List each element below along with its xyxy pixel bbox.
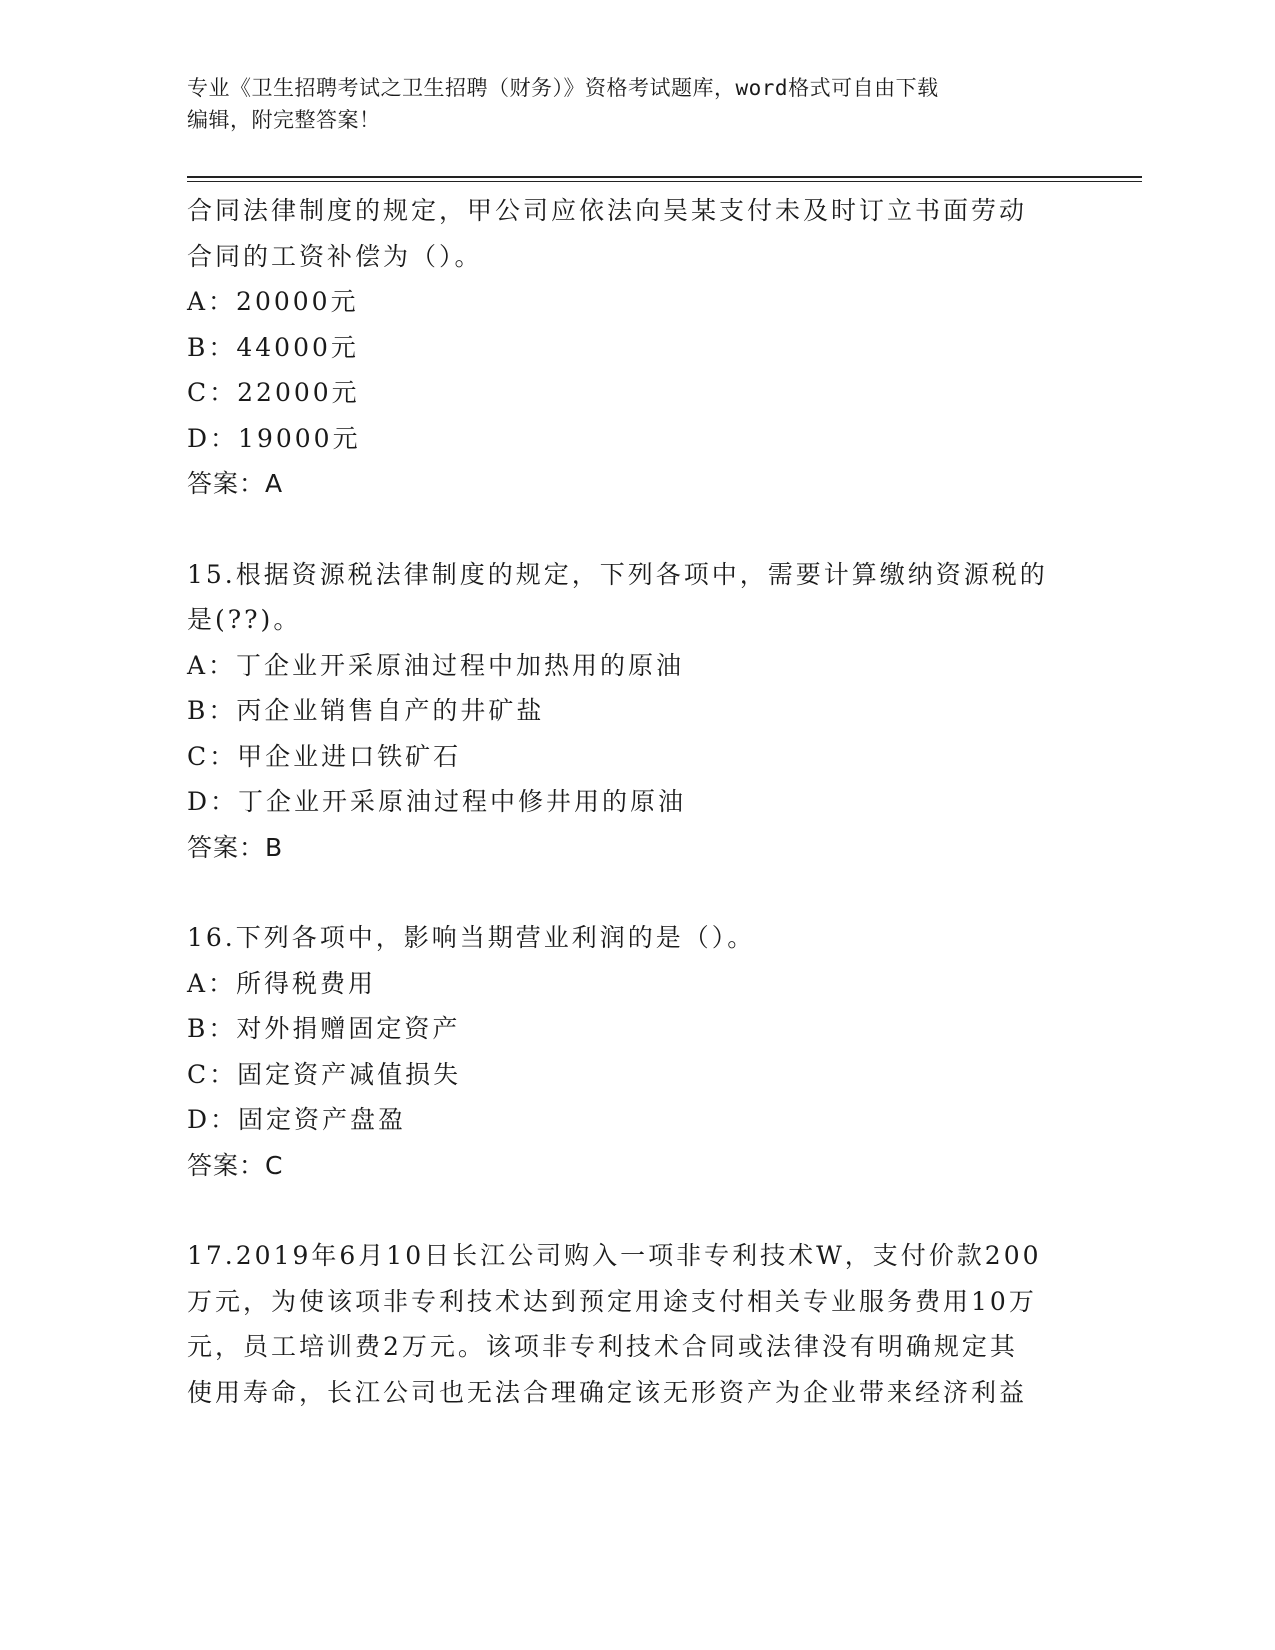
option-c: C：甲企业进口铁矿石 bbox=[187, 741, 462, 771]
question-stem-line: 万元，为使该项非专利技术达到预定用途支付相关专业服务费用10万 bbox=[187, 1286, 1037, 1316]
question-list bbox=[187, 188, 1087, 1415]
question-stem-line: 15.根据资源税法律制度的规定，下列各项中，需要计算缴纳资源税的 bbox=[187, 559, 1048, 589]
document-header bbox=[187, 72, 1087, 136]
question-14 bbox=[187, 188, 1087, 507]
header-rule-thin bbox=[187, 181, 1142, 182]
option-d: D：19000元 bbox=[187, 423, 361, 453]
option-d: D：固定资产盘盈 bbox=[187, 1105, 407, 1134]
question-stem-line: 使用寿命，长江公司也无法合理确定该无形资产为企业带来经济利益 bbox=[187, 1377, 1028, 1407]
option-c: C：固定资产减值损失 bbox=[187, 1059, 462, 1089]
header-rule-thick bbox=[187, 176, 1142, 178]
option-a: A：所得税费用 bbox=[187, 968, 377, 998]
option-c: C：22000元 bbox=[187, 378, 360, 407]
question-stem-line: 元，员工培训费2万元。该项非专利技术合同或法律没有明确规定其 bbox=[187, 1332, 1018, 1361]
option-d: D：丁企业开采原油过程中修井用的原油 bbox=[187, 787, 687, 816]
option-b: B：44000元 bbox=[187, 332, 359, 362]
answer: 答案：B bbox=[187, 832, 284, 862]
question-stem-line: 合同法律制度的规定，甲公司应依法向吴某支付未及时订立书面劳动 bbox=[187, 196, 1028, 225]
question-stem-line: 合同的工资补偿为（）。 bbox=[187, 241, 483, 271]
question-stem-line: 是(??)。 bbox=[187, 605, 302, 634]
option-b: B：丙企业销售自产的井矿盐 bbox=[187, 696, 545, 725]
answer: 答案：A bbox=[187, 469, 284, 498]
question-17 bbox=[187, 1233, 1087, 1415]
question-stem-line: 16.下列各项中，影响当期营业利润的是（）。 bbox=[187, 923, 756, 952]
option-b: B：对外捐赠固定资产 bbox=[187, 1014, 461, 1043]
option-a: A：丁企业开采原油过程中加热用的原油 bbox=[187, 650, 685, 680]
option-a: A：20000元 bbox=[187, 287, 359, 316]
answer: 答案：C bbox=[187, 1150, 284, 1180]
header-line-1: 专业《卫生招聘考试之卫生招聘（财务）》资格考试题库，word格式可自由下载 bbox=[187, 76, 939, 100]
question-15 bbox=[187, 552, 1087, 871]
question-stem-line: 17.2019年6月10日长江公司购入一项非专利技术W，支付价款200 bbox=[187, 1241, 1042, 1270]
header-line-2: 编辑，附完整答案！ bbox=[187, 108, 381, 132]
question-16 bbox=[187, 915, 1087, 1188]
